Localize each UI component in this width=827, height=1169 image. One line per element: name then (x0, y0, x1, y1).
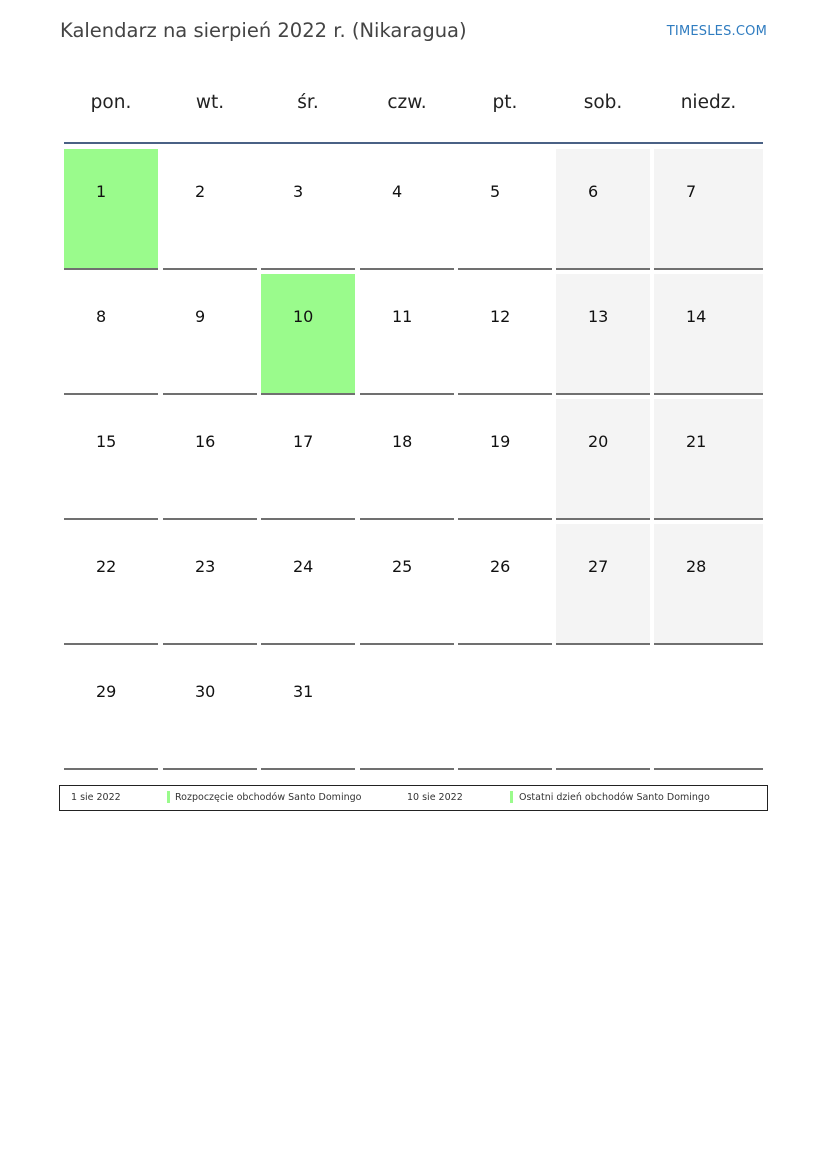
day-cell (654, 274, 763, 395)
day-cell (458, 524, 552, 645)
legend-holiday-name: Ostatni dzień obchodów Santo Domingo (519, 792, 710, 803)
day-number: 20 (588, 432, 609, 451)
day-number: 21 (686, 432, 707, 451)
day-cell (163, 524, 257, 645)
day-number: 14 (686, 307, 707, 326)
day-number: 27 (588, 557, 609, 576)
day-cell (458, 149, 552, 270)
day-number: 29 (96, 682, 117, 701)
day-number: 8 (96, 307, 107, 326)
legend-holiday-name: Rozpoczęcie obchodów Santo Domingo (175, 792, 362, 803)
day-cell (360, 274, 454, 395)
day-cell (556, 149, 650, 270)
day-cell (261, 399, 355, 520)
day-number: 30 (195, 682, 216, 701)
weekday-label: pon. (90, 92, 132, 113)
day-number: 2 (195, 182, 206, 201)
day-number: 1 (96, 182, 107, 201)
empty-day-cell (458, 649, 552, 770)
day-number: 13 (588, 307, 609, 326)
day-number: 6 (588, 182, 599, 201)
brand-link[interactable]: TIMESLES.COM (666, 24, 767, 39)
holiday-legend (59, 785, 768, 811)
weekday-header (64, 80, 763, 130)
weekday-label: sob. (583, 92, 623, 113)
day-cell (556, 399, 650, 520)
day-cell (163, 399, 257, 520)
day-number: 15 (96, 432, 117, 451)
day-cell (64, 274, 158, 395)
day-number: 17 (293, 432, 314, 451)
day-number: 24 (293, 557, 314, 576)
day-cell (360, 524, 454, 645)
weekday-label: niedz. (680, 92, 737, 113)
holiday-day-cell (64, 149, 158, 270)
holiday-day-cell (261, 274, 355, 395)
day-number: 16 (195, 432, 216, 451)
legend-color-marker (167, 791, 170, 803)
weekday-label: pt. (492, 92, 518, 113)
day-number: 18 (392, 432, 413, 451)
day-number: 31 (293, 682, 314, 701)
day-cell (261, 524, 355, 645)
day-number: 11 (392, 307, 413, 326)
day-number: 22 (96, 557, 117, 576)
day-cell (163, 649, 257, 770)
day-number: 4 (392, 182, 403, 201)
day-number: 5 (490, 182, 501, 201)
header-divider (64, 142, 763, 144)
day-cell (654, 149, 763, 270)
day-cell (654, 399, 763, 520)
day-number: 10 (293, 307, 314, 326)
day-number: 12 (490, 307, 511, 326)
day-number: 25 (392, 557, 413, 576)
legend-color-marker (510, 791, 513, 803)
legend-date: 10 sie 2022 (407, 792, 463, 803)
empty-day-cell (654, 649, 763, 770)
day-cell (360, 149, 454, 270)
day-cell (458, 274, 552, 395)
day-cell (64, 399, 158, 520)
day-number: 26 (490, 557, 511, 576)
day-cell (556, 524, 650, 645)
day-cell (458, 399, 552, 520)
day-cell (64, 649, 158, 770)
day-number: 23 (195, 557, 216, 576)
day-cell (654, 524, 763, 645)
weekday-label: wt. (195, 92, 225, 113)
legend-date: 1 sie 2022 (71, 792, 121, 803)
day-number: 3 (293, 182, 304, 201)
day-cell (64, 524, 158, 645)
day-number: 19 (490, 432, 511, 451)
day-cell (163, 274, 257, 395)
day-cell (261, 649, 355, 770)
empty-day-cell (556, 649, 650, 770)
weekday-label: śr. (297, 92, 319, 113)
day-number: 28 (686, 557, 707, 576)
empty-day-cell (360, 649, 454, 770)
day-cell (556, 274, 650, 395)
weekday-label: czw. (387, 92, 427, 113)
day-number: 7 (686, 182, 697, 201)
day-cell (163, 149, 257, 270)
day-cell (360, 399, 454, 520)
day-cell (261, 149, 355, 270)
page-title: Kalendarz na sierpień 2022 r. (Nikaragua) (60, 19, 467, 42)
day-number: 9 (195, 307, 206, 326)
